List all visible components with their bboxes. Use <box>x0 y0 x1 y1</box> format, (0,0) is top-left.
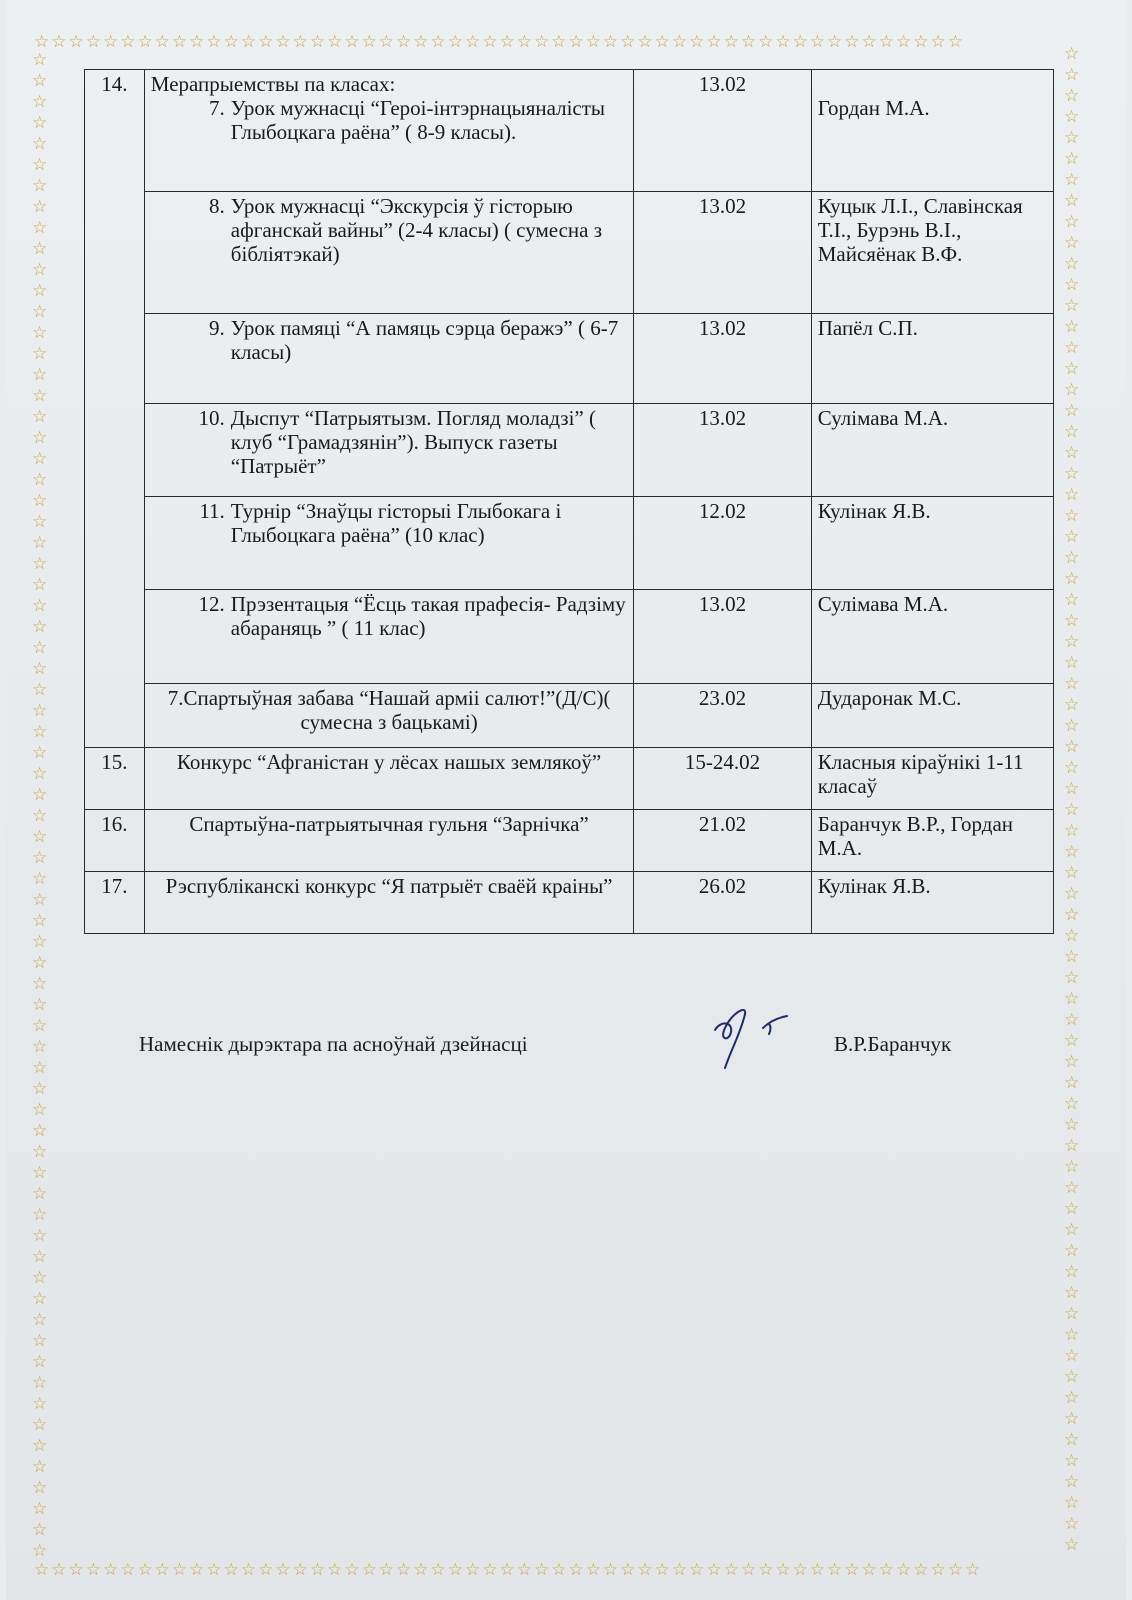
list-item <box>151 316 628 364</box>
table-row <box>85 70 1054 192</box>
table-row <box>85 748 1054 810</box>
document-page <box>6 0 1126 1600</box>
date-cell: 13.02 <box>634 404 811 497</box>
list-item <box>151 499 628 547</box>
responsible-cell: Сулімава М.А. <box>811 590 1053 684</box>
responsible-cell: Класныя кіраўнікі 1-11 класаў <box>811 748 1053 810</box>
item-text: Урок мужнасці “Экскурсія ў гісторыю афганскай вайны” (2-4 класы) ( сумесна з бібліятэкай) <box>230 194 603 266</box>
event-cell: Спартыўна-патрыятычная гульня “Зарнічка” <box>144 810 634 872</box>
table-row <box>85 590 1054 684</box>
date-cell: 23.02 <box>634 684 811 748</box>
item-text: Урок мужнасці “Героі-інтэрнацыяналісты Глыбоцкага раёна” ( 8-9 класы). <box>230 96 606 144</box>
responsible-cell: Кулінак Я.В. <box>811 497 1053 590</box>
item-text: Дыспут “Патрыятызм. Погляд моладзі” ( клуб “Грамадзянін”). Выпуск газеты “Патрыёт” <box>230 406 596 478</box>
item-text: Урок памяці “А памяць сэрца беражэ” ( 6-7 класы) <box>230 316 619 364</box>
row-number: 17. <box>85 872 145 934</box>
item-number: 8. <box>209 194 225 218</box>
list-item <box>151 96 628 144</box>
event-cell <box>144 70 634 192</box>
date-cell: 15-24.02 <box>634 748 811 810</box>
signatory-name: В.Р.Баранчук <box>834 1032 952 1056</box>
date-cell: 12.02 <box>634 497 811 590</box>
row-number: 16. <box>85 810 145 872</box>
signatory-role: Намеснік дырэктара па асноўнай дзейнасці <box>139 1032 528 1056</box>
star-border-left: ☆☆☆☆☆☆☆☆☆☆☆☆☆☆☆☆☆☆☆☆☆☆☆☆☆☆☆☆☆☆☆☆☆☆☆☆☆☆☆☆☆☆☆☆☆☆☆☆☆☆☆☆☆☆☆☆☆☆☆☆☆☆☆☆☆☆☆☆☆☆☆☆ <box>32 50 48 1560</box>
star-border-top: ☆☆☆☆☆☆☆☆☆☆☆☆☆☆☆☆☆☆☆☆☆☆☆☆☆☆☆☆☆☆☆☆☆☆☆☆☆☆☆☆☆☆☆☆☆☆☆☆☆☆☆☆☆☆ <box>34 32 965 52</box>
responsible-cell: Баранчук В.Р., Гордан М.А. <box>811 810 1053 872</box>
star-border-right: ☆☆☆☆☆☆☆☆☆☆☆☆☆☆☆☆☆☆☆☆☆☆☆☆☆☆☆☆☆☆☆☆☆☆☆☆☆☆☆☆☆☆☆☆☆☆☆☆☆☆☆☆☆☆☆☆☆☆☆☆☆☆☆☆☆☆☆☆☆☆☆☆ <box>1064 44 1080 1555</box>
row-number: 14. <box>85 70 145 748</box>
events-table <box>84 69 1054 934</box>
event-cell: 7.Спартыўная забава “Нашай арміі салют!”(Д/С)( сумесна з бацькамі) <box>144 684 634 748</box>
list-item <box>151 592 628 640</box>
item-text: Турнір “Знаўцы гісторыі Глыбокага і Глыбоцкага раёна” (10 клас) <box>230 499 562 547</box>
responsible-cell: Куцык Л.І., Славінская Т.І., Бурэнь В.І., Майсяёнак В.Ф. <box>811 192 1053 314</box>
row-number: 15. <box>85 748 145 810</box>
date-cell: 21.02 <box>634 810 811 872</box>
table-row <box>85 192 1054 314</box>
responsible-cell: Сулімава М.А. <box>811 404 1053 497</box>
event-cell <box>144 590 634 684</box>
event-cell <box>144 192 634 314</box>
item-number: 11. <box>199 499 225 523</box>
table-row <box>85 497 1054 590</box>
date-cell: 26.02 <box>634 872 811 934</box>
date-cell: 13.02 <box>634 590 811 684</box>
item-text: Прэзентацыя “Ёсць такая прафесія- Радзіму абараняць ” ( 11 клас) <box>230 592 626 640</box>
list-item <box>151 194 628 266</box>
item-number: 9. <box>209 316 225 340</box>
date-cell: 13.02 <box>634 314 811 404</box>
responsible-cell: Кулінак Я.В. <box>811 872 1053 934</box>
table-row <box>85 684 1054 748</box>
star-border-bottom: ☆☆☆☆☆☆☆☆☆☆☆☆☆☆☆☆☆☆☆☆☆☆☆☆☆☆☆☆☆☆☆☆☆☆☆☆☆☆☆☆☆☆☆☆☆☆☆☆☆☆☆☆☆☆☆ <box>34 1560 983 1580</box>
event-cell <box>144 497 634 590</box>
event-cell: Конкурс “Афганістан у лёсах нашых землякоў” <box>144 748 634 810</box>
item-number: 12. <box>198 592 225 616</box>
table-row <box>85 872 1054 934</box>
list-item <box>151 406 628 478</box>
table-row <box>85 314 1054 404</box>
responsible-cell <box>811 70 1053 192</box>
date-cell: 13.02 <box>634 192 811 314</box>
responsible-name: Гордан М.А. <box>817 96 930 120</box>
item-number: 10. <box>198 406 225 430</box>
table-row <box>85 404 1054 497</box>
responsible-cell: Папёл С.П. <box>811 314 1053 404</box>
event-cell: Рэспубліканскі конкурс “Я патрыёт сваёй краіны” <box>144 872 634 934</box>
handwritten-signature <box>711 1002 801 1072</box>
event-cell <box>144 404 634 497</box>
table-row <box>85 810 1054 872</box>
responsible-cell: Дударонак М.С. <box>811 684 1053 748</box>
date-cell: 13.02 <box>634 70 811 192</box>
section-heading: Мерапрыемствы па класах: <box>150 72 396 96</box>
event-cell <box>144 314 634 404</box>
item-number: 7. <box>209 96 225 120</box>
